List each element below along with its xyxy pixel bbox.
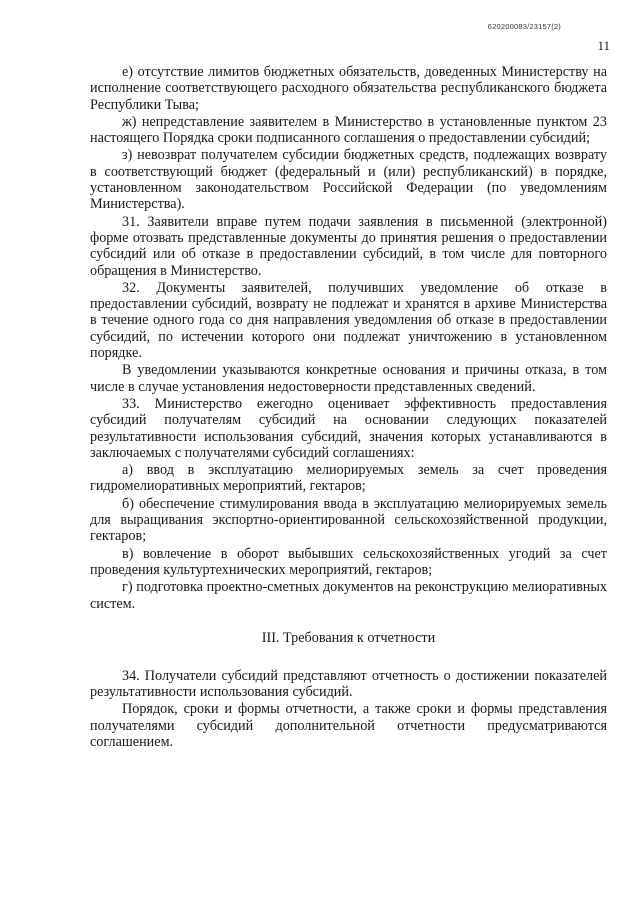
paragraph-notice: В уведомлении указываются конкретные основания и причины отказа, в том числе в случае установления недостоверности представленных сведений.	[90, 362, 607, 395]
document-code: 620200083/23157(2)	[487, 22, 561, 31]
paragraph-31: 31. Заявители вправе путем подачи заявления в письменной (электронной) форме отозвать представленные документы до принятия решения о предоставлении субсидий или об отказе в предоставлении субсидий, в том числе для повторного обращения в Министерство.	[90, 213, 607, 279]
document-body	[90, 64, 607, 750]
paragraph-a: а) ввод в эксплуатацию мелиорируемых земель за счет проведения гидромелиоративных мероприятий, гектаров;	[90, 462, 607, 495]
paragraph-reporting-order: Порядок, сроки и формы отчетности, а также сроки и формы представления получателями субсидий дополнительной отчетности предусматриваются соглашением.	[90, 701, 607, 750]
paragraph-zh: ж) непредставление заявителем в Министерство в установленные пунктом 23 настоящего Порядка сроки подписанного соглашения о предоставлении субсидий;	[90, 113, 607, 147]
paragraph-b: б) обеспечение стимулирования ввода в эксплуатацию мелиорируемых земель для выращивания экспортно-ориентированной сельскохозяйственной продукции, гектаров;	[90, 495, 607, 545]
paragraph-33: 33. Министерство ежегодно оценивает эффективность предоставления субсидий получателям субсидий на основании следующих показателей результативности использования субсидий, значения которых устанавливаются в заключаемых с получателями субсидий соглашениях:	[90, 395, 607, 461]
paragraph-g: г) подготовка проектно-сметных документов на реконструкцию мелиоративных систем.	[90, 579, 607, 612]
paragraph-34: 34. Получатели субсидий представляют отчетность о достижении показателей результативности использования субсидий.	[90, 667, 607, 701]
section-heading: III. Требования к отчетности	[261, 629, 436, 646]
paragraph-z: з) невозврат получателем субсидии бюджетных средств, подлежащих возврату в соответствующий бюджет (федеральный и (или) республиканский) в порядке, установленном законодательством Российской Федерации (по уведомлениям Министерства).	[90, 147, 607, 213]
paragraph-v: в) вовлечение в оборот выбывших сельскохозяйственных угодий за счет проведения культуртехнических мероприятий, гектаров;	[90, 545, 607, 578]
paragraph-e: е) отсутствие лимитов бюджетных обязательств, доведенных Министерству на исполнение соответствующего расходного обязательства республиканского бюджета Республики Тыва;	[90, 64, 607, 113]
page-number: 11	[597, 38, 610, 53]
paragraph-32: 32. Документы заявителей, получивших уведомление об отказе в предоставлении субсидий, возврату не подлежат и хранятся в архиве Министерства в течение одного года со дня направления уведомления об отказе в предоставлении субсидий, по истечении которого они подлежат уничтожению в установленном порядке.	[90, 279, 607, 362]
